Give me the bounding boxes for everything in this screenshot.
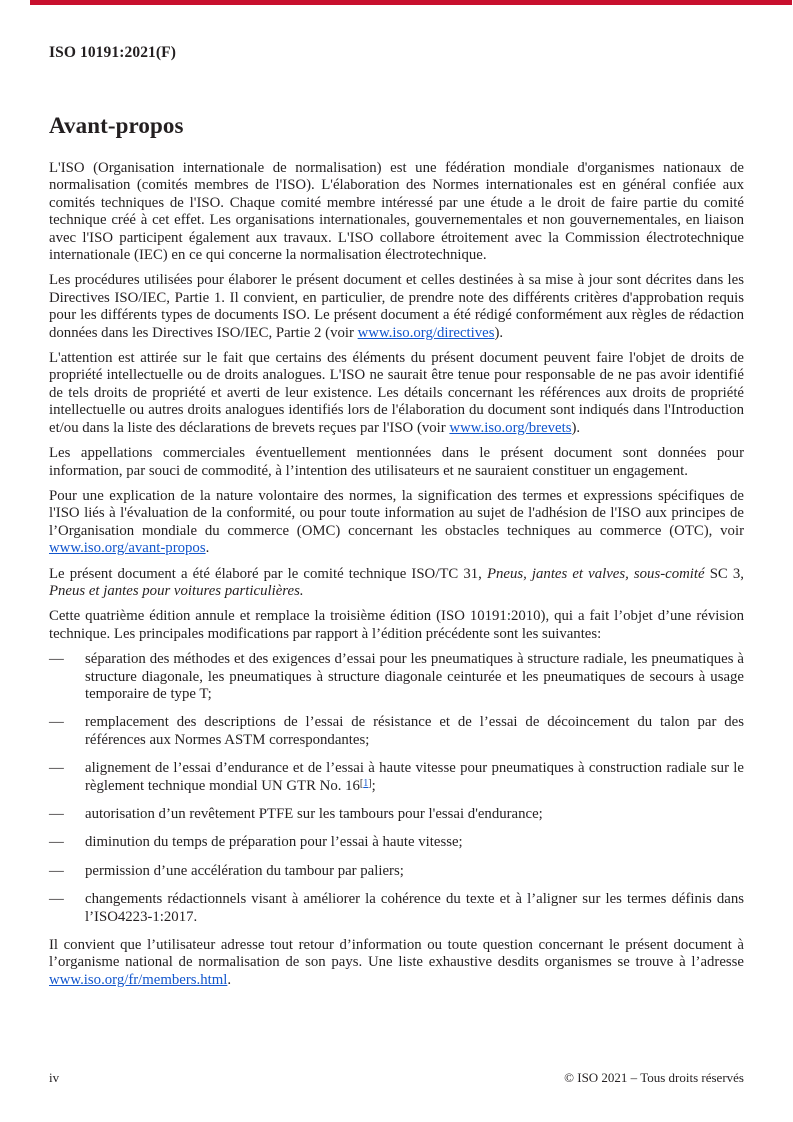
dash-bullet: — xyxy=(49,714,64,731)
text-run: ). xyxy=(494,324,504,341)
page-title: Avant-propos xyxy=(49,113,184,138)
superscript-text: ] xyxy=(368,777,372,789)
document-body xyxy=(49,160,744,989)
text-run: changements rédactionnels visant à améliorer la cohérence du texte et à l’aligner sur les termes définis dans l’ISO4223-1:2017. xyxy=(85,891,744,925)
italic-text: Pneus et jantes pour voitures particulières. xyxy=(49,582,304,599)
dash-bullet: — xyxy=(49,834,64,851)
paragraph xyxy=(49,566,744,601)
list-item-text xyxy=(85,651,744,703)
paragraph xyxy=(49,350,744,437)
text-run: Les procédures utilisées pour élaborer le présent document et celles destinées à sa mise à jour sont décrites dans les Directives ISO/IEC, Partie 1. Il convient, en particulier, de prendre note des différents critères d'approbation requis pour les différents types de documents ISO. Le présent document a été rédigé conformément aux règles de rédaction données dans les Directives ISO/IEC, Partie 2 (voir xyxy=(49,272,744,341)
paragraph xyxy=(49,445,744,480)
list-item xyxy=(49,714,744,749)
list-item-text xyxy=(85,806,744,823)
copyright-notice: © ISO 2021 – Tous droits réservés xyxy=(564,1070,744,1085)
list-item xyxy=(49,651,744,703)
list-item xyxy=(49,834,744,851)
dash-bullet: — xyxy=(49,862,64,879)
brevets-link[interactable]: www.iso.org/brevets xyxy=(449,419,572,436)
superscript-text: [ xyxy=(359,777,364,789)
text-run: Pour une explication de la nature volontaire des normes, la signification des termes et expressions spécifiques de l'ISO liés à l'évaluation de la conformité, ou pour toute information au sujet de l'adhésion de l'ISO aux principes de l’Organisation mondiale du commerce (OMC) concernant les obstacles techniques au commerce (OTC), voir xyxy=(49,487,744,539)
paragraph xyxy=(49,488,744,558)
list-item-text xyxy=(85,834,744,851)
paragraph xyxy=(49,272,744,342)
paragraph xyxy=(49,160,744,264)
page-number: iv xyxy=(49,1070,60,1085)
directives-link[interactable]: www​.iso.org/directives xyxy=(357,324,495,341)
paragraph xyxy=(49,937,744,989)
paragraph xyxy=(49,608,744,643)
list-item-text xyxy=(85,714,744,749)
members-link[interactable]: www.iso.org/fr/members.html xyxy=(49,971,228,988)
text-run: remplacement des descriptions de l’essai de résistance et de l’essai de décoincement du talon par des références aux Normes ASTM correspondantes; xyxy=(85,714,744,748)
text-run: . xyxy=(205,540,210,557)
text-run: permission d’une accélération du tambour par paliers; xyxy=(85,862,404,879)
list-item xyxy=(49,760,744,795)
text-run: ; xyxy=(371,777,376,794)
list-item-text xyxy=(85,760,744,795)
footnote-1-link[interactable]: 1 xyxy=(363,777,369,789)
text-run: Cette quatrième édition annule et remplace la troisième édition (ISO 10191:2010), qui a fait l’objet d’une révision technique. Les principales modifications par rapport à l’édition précédente sont les suivantes: xyxy=(49,608,744,642)
list-item xyxy=(49,806,744,823)
italic-text: Pneus, jantes et valves, sous-comité xyxy=(486,565,705,582)
list-item-text xyxy=(85,891,744,926)
text-run: séparation des méthodes et des exigences d’essai pour les pneumatiques à structure radiale, les pneumatiques à structure diagonale, les pneumatiques à structure diagonale ceinturée et les pneumatiques de secours à usage temporaire de type T; xyxy=(85,651,744,702)
list-item-text xyxy=(85,863,744,880)
text-run: autorisation d’un revêtement PTFE sur les tambours pour l'essai d'endurance; xyxy=(85,806,543,822)
dash-bullet: — xyxy=(49,651,64,668)
page-footer xyxy=(49,1070,744,1086)
bullet-list xyxy=(49,651,744,926)
text-run: alignement de l’essai d’endurance et de l’essai à haute vitesse pour pneumatiques à construction radiale sur le règlement technique mondial UN GTR No. 16 xyxy=(85,760,744,794)
dash-bullet: — xyxy=(49,891,64,908)
text-run: SC 3, xyxy=(704,565,744,582)
text-run: . xyxy=(227,971,232,988)
text-run: diminution du temps de préparation pour l’essai à haute vitesse; xyxy=(85,834,463,851)
dash-bullet: — xyxy=(49,806,64,822)
text-run: Il convient que l’utilisateur adresse tout retour d’information ou toute question concernant le présent document à l’organisme national de normalisation de son pays. Une liste exhaustive desdits organismes se trouve à l’adresse xyxy=(49,937,744,971)
list-item xyxy=(49,891,744,926)
text-run: Le présent document a été élaboré par le comité technique ISO/TC 31, xyxy=(49,565,487,582)
text-run: L'ISO (Organisation internationale de normalisation) est une fédération mondiale d'organismes nationaux de normalisation (comités membres de l'ISO). L'élaboration des Normes internationales est en général confiée aux comités techniques de l'ISO. Chaque comité membre intéressé par une étude a le droit de faire partie du comité technique créé à cet effet. Les organisations internationales, gouvernementales et non gouvernementales, en liaison avec l'ISO participent également aux travaux. L'ISO collabore étroitement avec la Commission électrotechnique internationale (IEC) en ce qui concerne la normalisation électrotechnique. xyxy=(49,160,744,264)
page-content xyxy=(49,0,744,997)
text-run: L'attention est attirée sur le fait que certains des éléments du présent document peuvent faire l'objet de droits de propriété intellectuelle ou de droits analogues. L'ISO ne saurait être tenue pour responsable de ne pas avoir identifié de tels droits de propriété et averti de leur existence. Les détails concernant les références aux droits de propriété intellectuelle ou autres droits analogues identifiés lors de l'élaboration du document sont indiqués dans l'Introduction et/ou dans la liste des déclarations de brevets reçues par l'ISO (voir xyxy=(49,350,744,436)
list-item xyxy=(49,863,744,880)
text-run: ). xyxy=(571,419,581,436)
avant-propos-link[interactable]: www.iso.org/avant-propos xyxy=(49,540,206,557)
text-run: Les appellations commerciales éventuellement mentionnées dans le présent document sont données pour information, par souci de commodité, à l’intention des utilisateurs et ne sauraient constituer un engagement. xyxy=(49,445,744,479)
dash-bullet: — xyxy=(49,760,64,777)
document-code: ISO 10191:2021(F) xyxy=(49,44,176,61)
